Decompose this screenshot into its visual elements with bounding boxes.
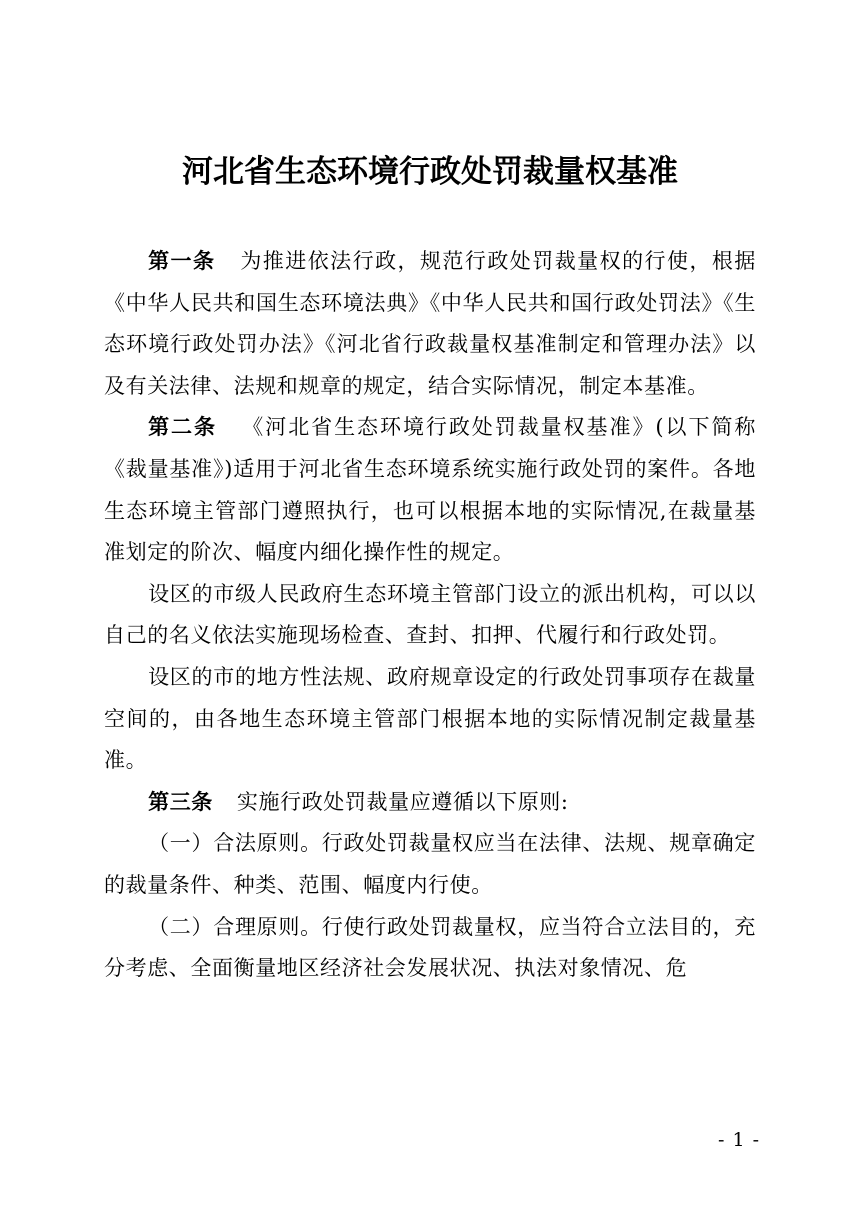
paragraph-article-3: [104, 782, 756, 824]
paragraph-text: 为推进依法行政，规范行政处罚裁量权的行使，根据《中华人民共和国生态环境法典》《中华人民共和国行政处罚法》《生态环境行政处罚办法》《河北省行政裁量权基准制定和管理办法》以及有关法律、法规和规章的规定，结合实际情况，制定本基准。: [104, 249, 756, 398]
document-body: [104, 241, 756, 990]
document-title: 河北省生态环境行政处罚裁量权基准: [182, 154, 678, 190]
article-label: 第三条: [148, 789, 213, 814]
paragraph-text: 《河北省生态环境行政处罚裁量权基准》(以下简称《裁量基准》)适用于河北省生态环境系统实施行政处罚的案件。各地生态环境主管部门遵照执行，也可以根据本地的实际情况,在裁量基准划定的阶次、幅度内细化操作性的规定。: [104, 415, 756, 565]
paragraph-principle-2: [104, 907, 756, 990]
paragraph-text: （一）合法原则。行政处罚裁量权应当在法律、法规、规章确定的裁量条件、种类、范围、幅度内行使。: [104, 831, 756, 897]
paragraph-local-regulations: [104, 657, 756, 782]
paragraph-principle-1: [104, 823, 756, 906]
paragraph-text: （二）合理原则。行使行政处罚裁量权，应当符合立法目的，充分考虑、全面衡量地区经济社会发展状况、执法对象情况、危: [104, 914, 756, 981]
paragraph-text: 实施行政处罚裁量应遵循以下原则:: [236, 789, 569, 814]
page-number: - 1 -: [717, 1129, 760, 1151]
paragraph-article-2: [104, 407, 756, 573]
article-label: 第一条: [148, 249, 216, 273]
paragraph-text: 设区的市级人民政府生态环境主管部门设立的派出机构，可以以自己的名义依法实施现场检查、查封、扣押、代履行和行政处罚。: [104, 581, 756, 648]
paragraph-article-1: [104, 241, 756, 407]
paragraph-dispatched-agency: [104, 574, 756, 657]
article-label: 第二条: [148, 415, 217, 440]
paragraph-text: 设区的市的地方性法规、政府规章设定的行政处罚事项存在裁量空间的，由各地生态环境主管部门根据本地的实际情况制定裁量基准。: [104, 664, 756, 773]
